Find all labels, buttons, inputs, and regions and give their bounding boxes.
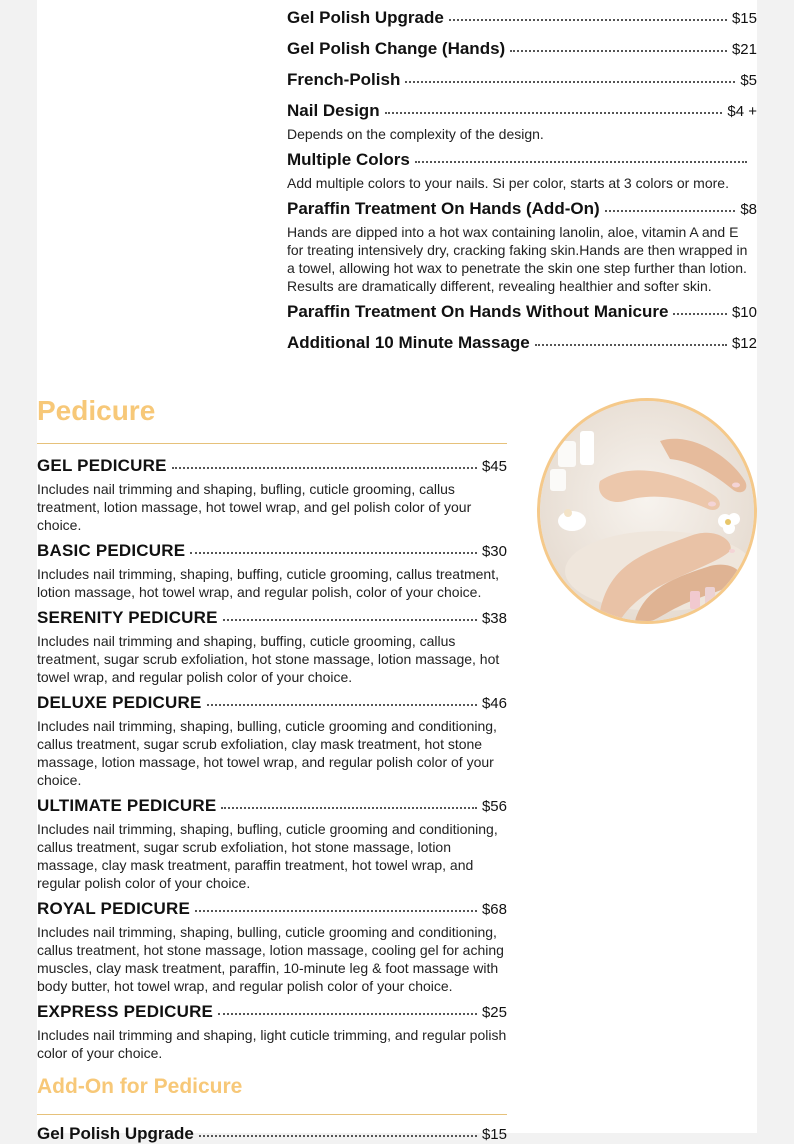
service-description: Includes nail trimming and shaping, light cuticle trimming, and regular polish color of your choice.: [37, 1027, 507, 1061]
service-price: $46: [481, 695, 507, 712]
service-item: [287, 39, 757, 59]
service-description: Includes nail trimming and shaping, bufling, cuticle grooming, callus treatment, lotion massage, hot towel wrap, and gel polish color of your choice.: [37, 481, 472, 533]
dot-leader: [207, 703, 477, 706]
service-name: Gel Polish Upgrade: [37, 1124, 194, 1143]
service-price: $68: [481, 901, 507, 918]
service-price: $10: [731, 304, 757, 321]
service-item: [37, 541, 507, 601]
service-item: [287, 199, 757, 295]
divider: [37, 1114, 507, 1115]
service-description: Includes nail trimming and shaping, buffing, cuticle grooming, callus treatment, sugar scrub exfoliation, hot stone massage, lotion massage, hot towel wrap, and regular polish color of your choice.: [37, 633, 500, 685]
service-name: Multiple Colors: [287, 150, 410, 169]
pedicure-heading: Pedicure: [37, 395, 156, 426]
service-description: Includes nail trimming, shaping, bulling, cuticle grooming and conditioning, callus treatment, hot stone massage, lotion massage, cooling gel for aching muscles, clay mask treatment, paraffin, 10-minute leg & foot massage with body butter, hot towel wrap, and regular polish color of your choice.: [37, 924, 504, 994]
service-price: $4 +: [727, 103, 757, 120]
dot-leader: [195, 909, 477, 912]
service-name: DELUXE PEDICURE: [37, 693, 202, 712]
service-name: ROYAL PEDICURE: [37, 899, 191, 918]
service-price: $25: [481, 1004, 507, 1021]
dot-leader: [405, 80, 735, 83]
service-item: [37, 1002, 507, 1062]
service-item: [287, 333, 757, 353]
service-price: $12: [731, 335, 757, 352]
dot-leader: [221, 806, 477, 809]
service-item: [37, 608, 507, 686]
dot-leader: [510, 49, 727, 52]
service-name: SERENITY PEDICURE: [37, 608, 218, 627]
service-item: [37, 693, 507, 789]
service-name: Additional 10 Minute Massage: [287, 333, 530, 352]
service-item: [37, 796, 507, 892]
service-price: $30: [481, 543, 507, 560]
service-name: Paraffin Treatment On Hands (Add-On): [287, 199, 600, 218]
service-description: Hands are dipped into a hot wax containing lanolin, aloe, vitamin A and E for treating intensively dry, cracking faking skin.Hands are then wrapped in a towel, allowing hot wax to penetrate the skin one step further than lotion. Results are dramatically different, revealing healthier and softer skin.: [287, 224, 748, 294]
pedicure-addon-heading: Add-On for Pedicure: [37, 1075, 243, 1098]
service-item: [37, 456, 507, 534]
service-item: [287, 302, 757, 322]
service-item: [287, 70, 757, 90]
dot-leader: [172, 466, 477, 469]
service-item: [287, 8, 757, 28]
feet-illustration-icon: [540, 401, 754, 621]
dot-leader: [218, 1012, 477, 1015]
service-description: Add multiple colors to your nails. Si per color, starts at 3 colors or more.: [287, 175, 729, 191]
dot-leader: [605, 209, 736, 212]
service-price: $21: [731, 41, 757, 58]
service-name: Paraffin Treatment On Hands Without Manicure: [287, 302, 669, 321]
service-price: $15: [731, 10, 757, 27]
dot-leader: [449, 18, 727, 21]
service-name: Nail Design: [287, 101, 380, 120]
dot-leader: [535, 343, 727, 346]
dot-leader: [190, 551, 477, 554]
service-name: French-Polish: [287, 70, 401, 89]
service-price: $56: [481, 798, 507, 815]
service-description: Includes nail trimming, shaping, buffing, cuticle grooming, callus treatment, lotion massage, hot towel wrap, and regular polish, color of your choice.: [37, 566, 499, 600]
service-description: Includes nail trimming, shaping, bufling, cuticle grooming and conditioning, callus treatment, sugar scrub exfoliation, hot stone massage, lotion massage, clay mask treatment, paraffin treatment, hot towel wrap, and regular polish color of your choice.: [37, 821, 498, 891]
service-price: $45: [481, 458, 507, 475]
menu-page: [37, 0, 757, 1143]
service-item: [37, 1124, 507, 1144]
service-name: ULTIMATE PEDICURE: [37, 796, 217, 815]
dot-leader: [415, 160, 747, 163]
service-description: Includes nail trimming, shaping, bulling, cuticle grooming and conditioning, callus treatment, sugar scrub exfoliation, clay mask treatment, hot stone massage, lotion massage, hot towel wrap, and regular polish color of your choice.: [37, 718, 497, 788]
pedicure-photo: [537, 398, 757, 624]
dot-leader: [223, 618, 477, 621]
service-price: $38: [481, 610, 507, 627]
service-name: EXPRESS PEDICURE: [37, 1002, 214, 1021]
service-name: Gel Polish Upgrade: [287, 8, 444, 27]
service-item: [287, 101, 757, 143]
service-item: [37, 899, 507, 995]
dot-leader: [673, 312, 727, 315]
dot-leader: [199, 1134, 477, 1137]
service-name: GEL PEDICURE: [37, 456, 167, 475]
divider: [37, 443, 507, 444]
dot-leader: [385, 111, 723, 114]
service-price: $5: [740, 72, 757, 89]
service-price: $15: [481, 1126, 507, 1143]
service-name: BASIC PEDICURE: [37, 541, 186, 560]
service-description: Depends on the complexity of the design.: [287, 126, 544, 142]
service-name: Gel Polish Change (Hands): [287, 39, 506, 58]
service-price: $8: [740, 201, 757, 218]
service-item: [287, 150, 757, 192]
